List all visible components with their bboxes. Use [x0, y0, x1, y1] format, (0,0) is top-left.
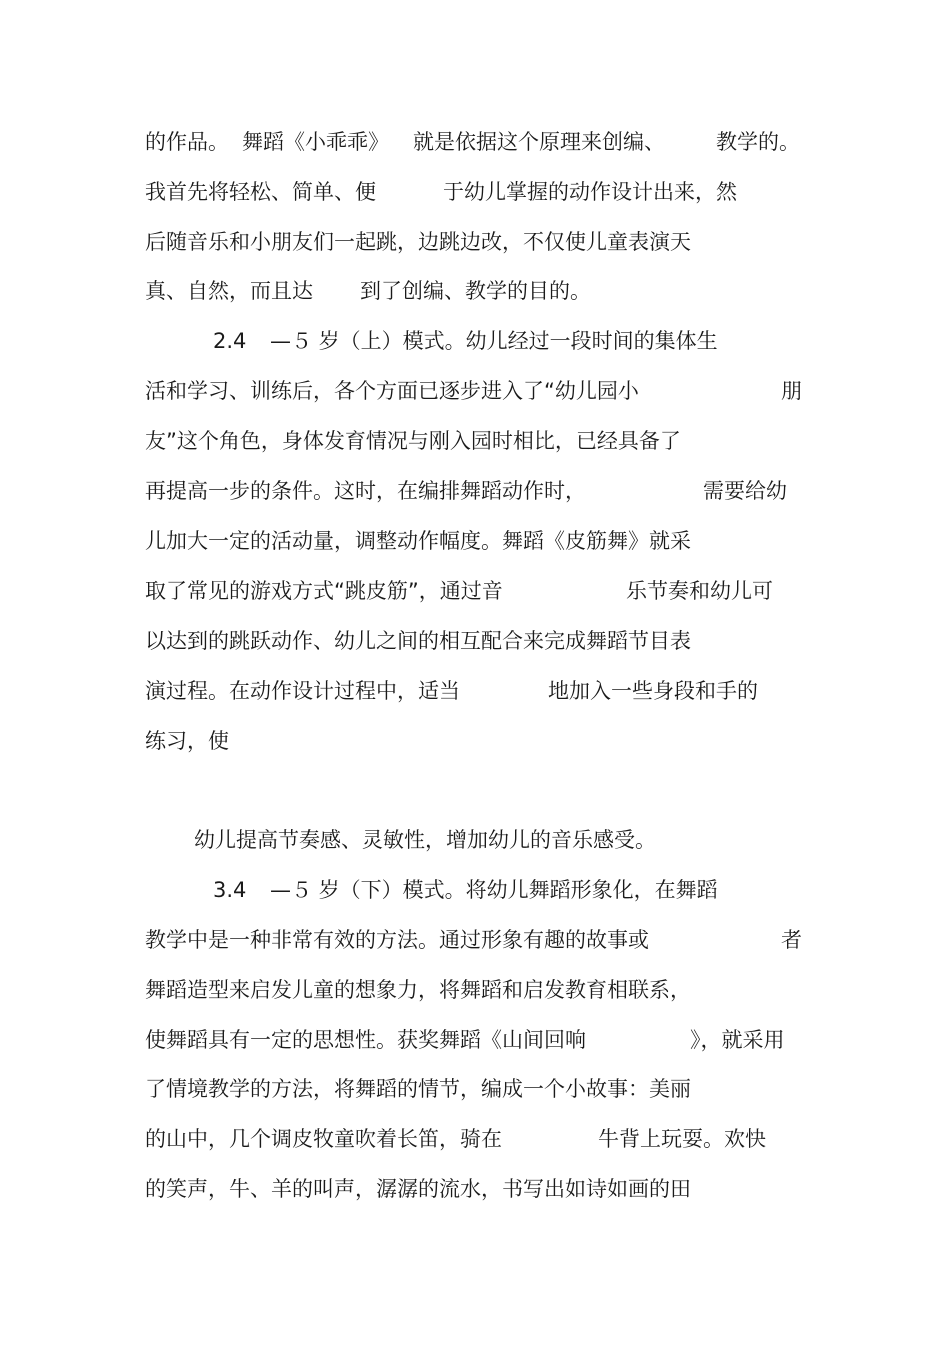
text-segment: 了情境教学的方法，将舞蹈的情节，编成一个小故事：美丽	[145, 1077, 691, 1101]
text-segment: 友”这个角色，身体发育情况与刚入园时相比，已经具备了	[145, 429, 681, 453]
section-number: 3.4	[213, 878, 247, 902]
text-segment: 真、自然，而且达	[145, 279, 313, 303]
text-segment: 活和学习、训练后，各个方面已逐步进入了“幼儿园小	[145, 379, 639, 403]
text-segment: 到了创编、教学的目的。	[360, 279, 591, 303]
text-segment: 取了常见的游戏方式“跳皮筋”，通过音	[145, 579, 503, 603]
text-segment: 以达到的跳跃动作、幼儿之间的相互配合来完成舞蹈节目表	[145, 629, 691, 653]
text-segment: 地加入一些身段和手的	[548, 679, 758, 703]
text-segment: 儿加大一定的活动量，调整动作幅度。舞蹈《皮筋舞》就采	[145, 529, 691, 553]
text-segment: 我首先将轻松、简单、便	[145, 180, 376, 204]
text-segment: 者	[781, 928, 802, 952]
text-segment: 演过程。在动作设计过程中，适当	[145, 679, 460, 703]
text-segment: 于幼儿掌握的动作设计出来，然	[443, 180, 737, 204]
text-segment: 就是依据这个原理来创编、	[413, 130, 665, 154]
text-segment: 》，就采用	[690, 1028, 785, 1052]
text-segment: 教学中是一种非常有效的方法。通过形象有趣的故事或	[145, 928, 649, 952]
text-segment: 舞蹈《小乖乖》	[242, 130, 389, 154]
text-segment: 幼儿提高节奏感、灵敏性，增加幼儿的音乐感受。	[194, 828, 656, 852]
text-segment: —５ 岁（上）模式。幼儿经过一段时间的集体生	[270, 329, 718, 353]
text-segment: 再提高一步的条件。这时，在编排舞蹈动作时，	[145, 479, 586, 503]
text-segment: 舞蹈造型来启发儿童的想象力，将舞蹈和启发教育相联系，	[145, 978, 691, 1002]
text-segment: 朋	[781, 379, 802, 403]
text-segment: 乐节奏和幼儿可	[626, 579, 773, 603]
text-segment: 的笑声，牛、羊的叫声，潺潺的流水，书写出如诗如画的田	[145, 1177, 691, 1201]
text-segment: —５ 岁（下）模式。将幼儿舞蹈形象化，在舞蹈	[270, 878, 718, 902]
text-segment: 需要给幼	[703, 479, 787, 503]
text-segment: 练习，使	[145, 729, 229, 753]
text-segment: 教学的。	[716, 130, 800, 154]
text-segment: 后随音乐和小朋友们一起跳，边跳边改，不仅使儿童表演天	[145, 230, 691, 254]
text-segment: 使舞蹈具有一定的思想性。获奖舞蹈《山间回响	[145, 1028, 586, 1052]
text-segment: 的作品。	[145, 130, 229, 154]
text-segment: 的山中，几个调皮牧童吹着长笛，骑在	[145, 1127, 502, 1151]
text-segment: 牛背上玩耍。欢快	[598, 1127, 766, 1151]
section-number: 2.4	[213, 329, 247, 353]
